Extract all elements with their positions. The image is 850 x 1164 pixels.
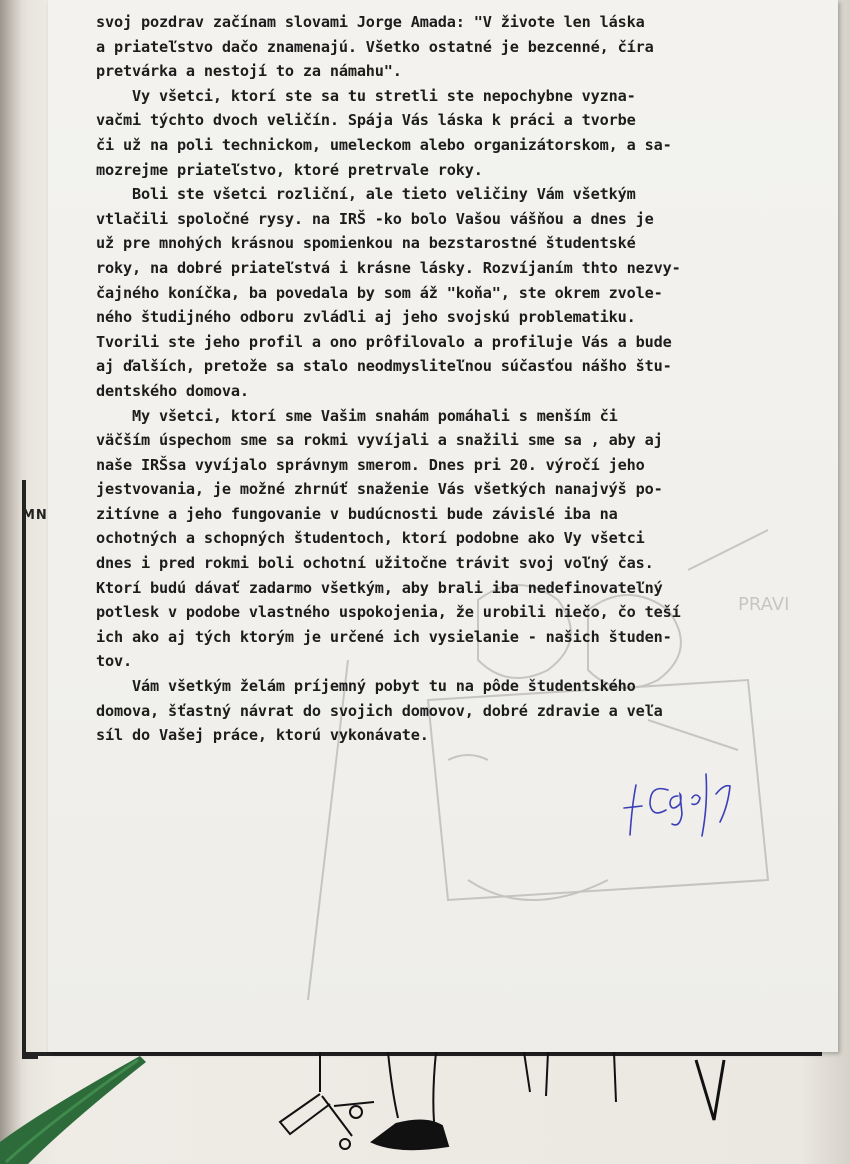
letter-body <box>96 10 756 748</box>
binding-strip <box>0 0 22 1164</box>
letter-line: roky, na dobré priateľstvá i krásne lásky. Rozvíjaním thto nezvy- <box>96 258 681 277</box>
letter-line: potlesk v podobe vlastného uspokojenia, že urobili niečo, čo teší <box>96 603 681 622</box>
letter-line: domova, šťastný návrat do svojich domovov, dobré zdravie a veľa <box>96 701 663 720</box>
underlying-frame-label: MN <box>22 508 48 523</box>
letter-line: ich ako aj tých ktorým je určené ich vysielanie - našich študen- <box>96 627 672 646</box>
letter-line: zitívne a jeho fungovanie v budúcnosti bude závislé iba na <box>96 504 618 523</box>
letter-line: Vy všetci, ktorí ste sa tu stretli ste nepochybne vyzna- <box>96 86 636 105</box>
letter-line: ochotných a schopných študentoch, ktorí podobne ako Vy všetci <box>96 529 645 548</box>
letter-line: či už na poli technickom, umeleckom alebo organizátorskom, a sa- <box>96 135 672 154</box>
letter-line: už pre mnohých krásnou spomienkou na bezstarostné študentské <box>96 234 636 253</box>
letter-line: tov. <box>96 652 132 671</box>
letter-line: a priateľstvo dačo znamenajú. Všetko ostatné je bezcenné, číra <box>96 37 654 56</box>
ghost-text: PRAVI <box>738 594 790 615</box>
letter-line: vtlačili spoločné rysy. na IRŠ -ko bolo Vašou vášňou a dnes je <box>96 209 654 228</box>
letter-line: väčším úspechom sme sa rokmi vyvíjali a snažili sme sa , aby aj <box>96 431 663 450</box>
letter-line: My všetci, ktorí sme Vašim snahám pomáhali s menším či <box>96 406 618 425</box>
letter-line: síl do Vašej práce, ktorú vykonávate. <box>96 726 429 745</box>
letter-line: vačmi týchto dvoch veličín. Spája Vás láska k práci a tvorbe <box>96 111 636 130</box>
green-ribbon-bookmark <box>0 1052 150 1164</box>
letter-line: ného študijného odboru zvládli aj jeho svojskú problematiku. <box>96 308 636 327</box>
letter-line: mozrejme priateľstvo, ktoré pretrvale roky. <box>96 160 483 179</box>
underlying-frame-border <box>22 480 38 1059</box>
letter-line: svoj pozdrav začínam slovami Jorge Amada: "V živote len láska <box>96 13 645 31</box>
letter-line: čajného koníčka, ba povedala by som áž "koňa", ste okrem zvole- <box>96 283 663 302</box>
letter-line: Boli ste všetci rozliční, ale tieto veličiny Vám všetkým <box>96 185 636 204</box>
letter-line: Tvorili ste jeho profil a ono prôfilovalo a profiluje Vás a bude <box>96 332 672 351</box>
handwritten-signature <box>620 760 750 850</box>
letter-line: dnes i pred rokmi boli ochotní užitočne trávit svoj voľný čas. <box>96 554 654 573</box>
letter-line: aj ďalších, pretože sa stalo neodmysliteľnou súčasťou nášho štu- <box>96 357 672 376</box>
letter-line: pretvárka a nestojí to za námahu". <box>96 62 402 81</box>
letter-line: jestvovania, je možné zhrnúť snaženie Vás všetkých nanajvýš po- <box>96 480 663 499</box>
letter-line: dentského domova. <box>96 381 249 400</box>
letter-line: Ktorí budú dávať zadarmo všetkým, aby brali iba nedefinovateľný <box>96 578 663 597</box>
letter-line: Vám všetkým želám príjemný pobyt tu na pôde študentského <box>96 677 636 696</box>
letter-line: naše IRŠsa vyvíjalo správnym smerom. Dnes pri 20. výročí jeho <box>96 455 645 474</box>
